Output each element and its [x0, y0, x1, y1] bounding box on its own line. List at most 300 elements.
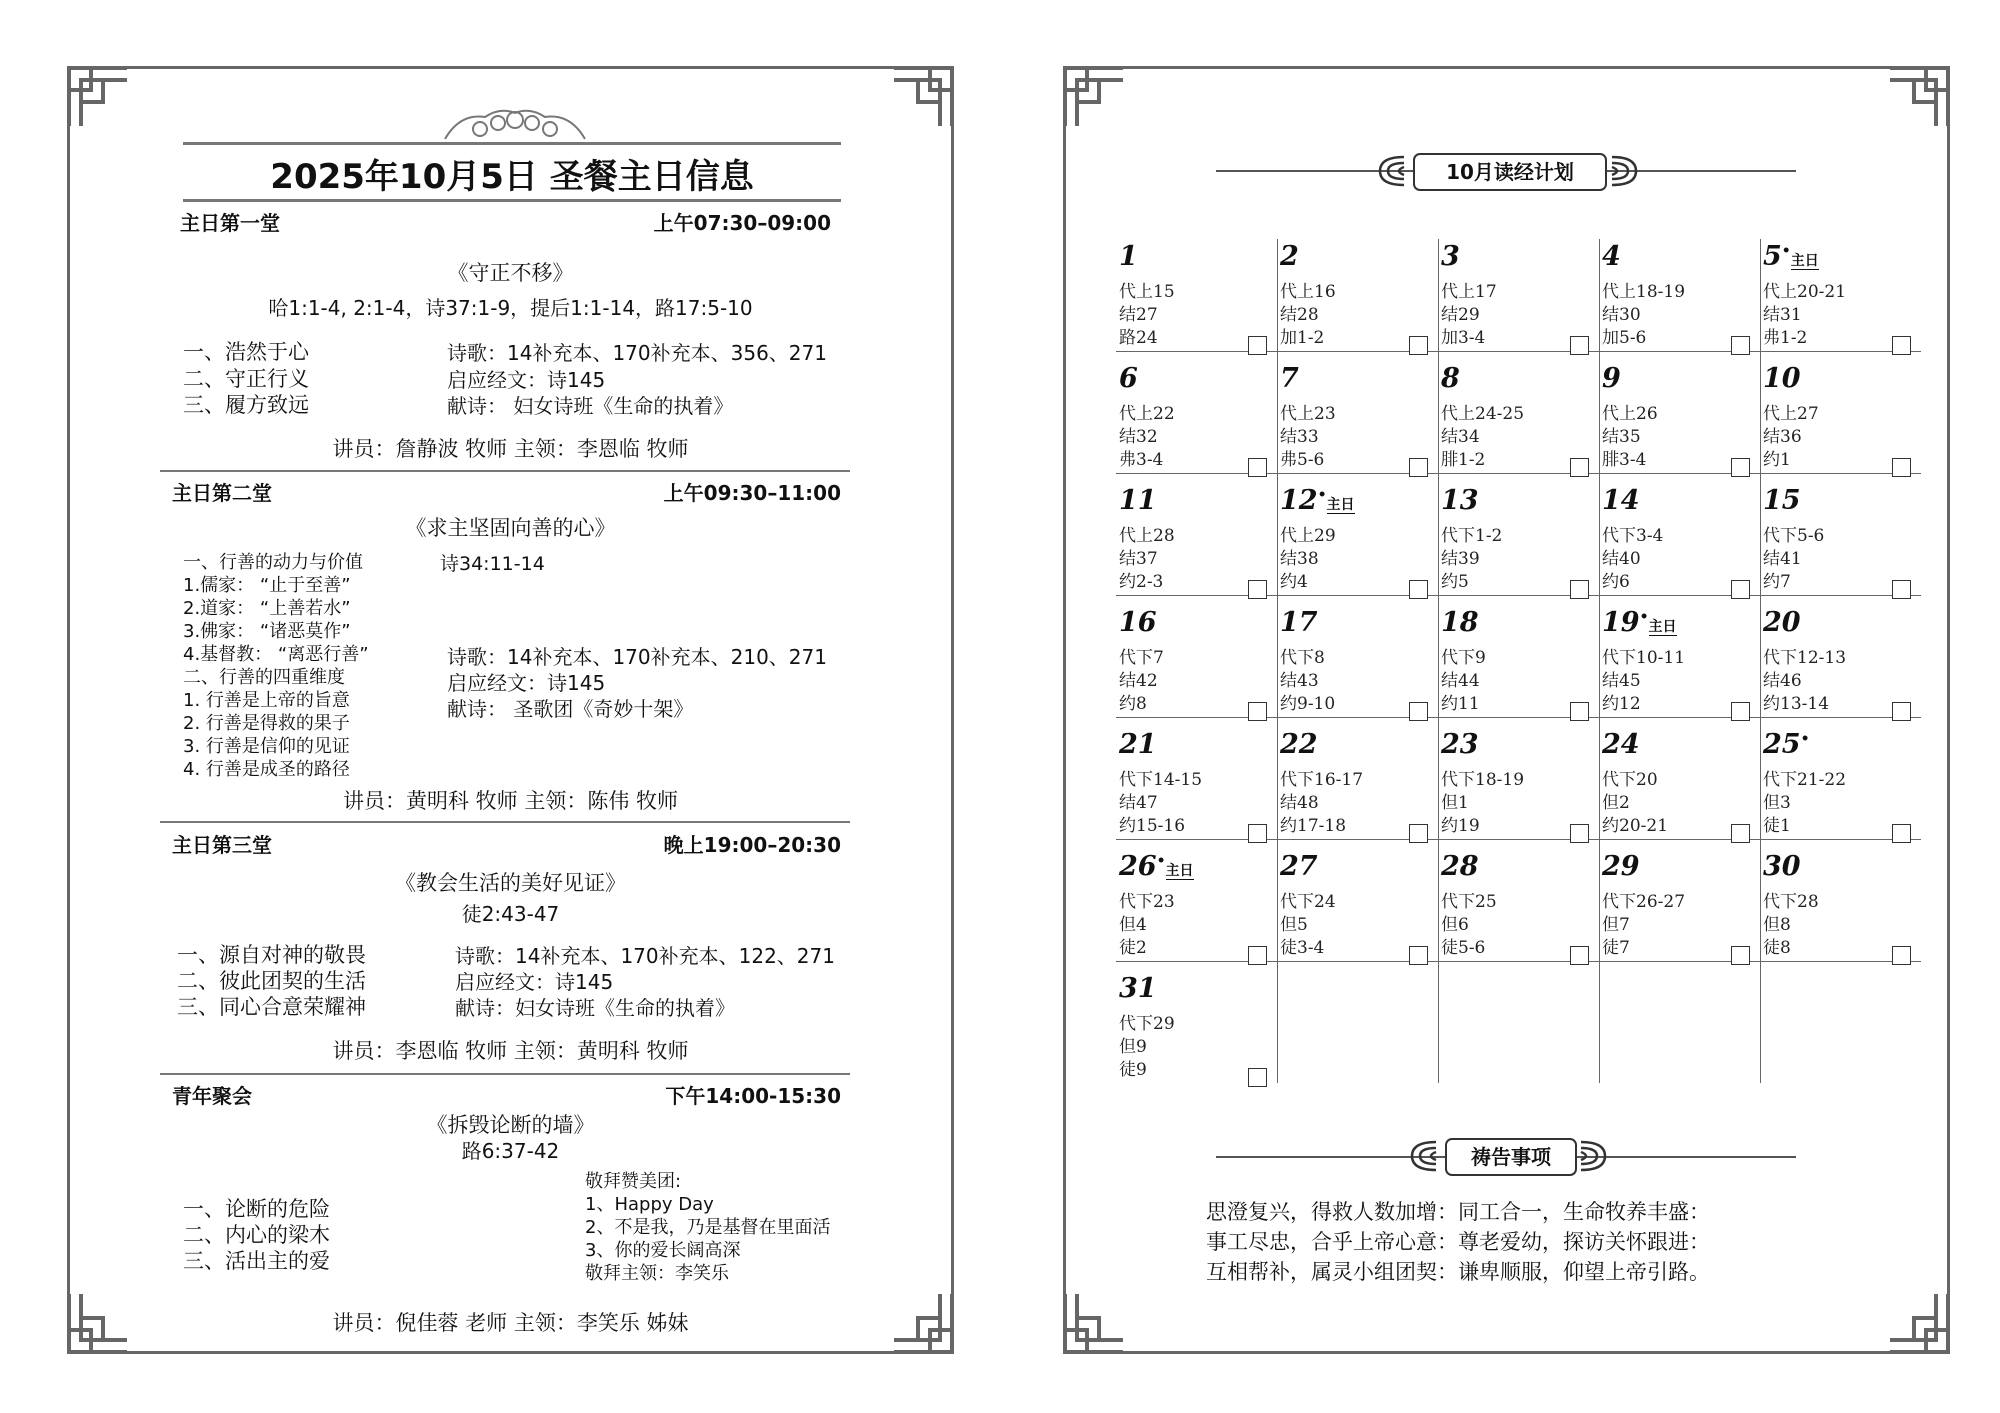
- youth-point: 一、论断的危险: [183, 1197, 330, 1221]
- prayer-line: 事工尽忠，合乎上帝心意：尊老爱幼，探访关怀跟进：: [1206, 1230, 1710, 1254]
- day-number: [1441, 729, 1479, 760]
- reading-checkbox[interactable]: [1248, 702, 1267, 721]
- prayer-header: 祷告事项: [1445, 1138, 1577, 1176]
- service1-name: 主日第一堂: [180, 211, 280, 235]
- reading-checkbox[interactable]: [1248, 1068, 1267, 1087]
- reading-checkbox[interactable]: [1892, 336, 1911, 355]
- calendar-day-cell: [1116, 361, 1277, 483]
- youth-worship-item: 1、Happy Day: [585, 1194, 714, 1215]
- reading-checkbox[interactable]: [1409, 824, 1428, 843]
- calendar-day-cell: [1277, 727, 1438, 849]
- divider: [160, 821, 850, 823]
- day-number: [1119, 363, 1138, 394]
- service2-outline-item: 2.道家： “上善若水”: [183, 598, 351, 619]
- service2-outline-item: 1.儒家： “止于至善”: [183, 575, 351, 596]
- reading-entry: 约6: [1602, 572, 1630, 592]
- sunday-star-icon: •: [1317, 487, 1327, 503]
- reading-entry: 代下24: [1280, 892, 1336, 912]
- day-number: [1119, 851, 1194, 882]
- reading-entry: 结43: [1280, 671, 1319, 691]
- service2-outline-item: 2. 行善是得救的果子: [183, 713, 350, 734]
- youth-sermon-title: 《拆毁论断的墙》: [426, 1113, 595, 1137]
- day-number: [1441, 485, 1479, 516]
- day-number-text: 12: [1280, 485, 1318, 516]
- corner-ornament-icon: [1063, 66, 1125, 128]
- service2-outline-item: 二、行善的四重维度: [183, 667, 345, 688]
- reading-checkbox[interactable]: [1409, 336, 1428, 355]
- page-title: 2025年10月5日 圣餐主日信息: [270, 157, 754, 197]
- reading-entry: 代下16-17: [1280, 770, 1364, 790]
- reading-checkbox[interactable]: [1892, 946, 1911, 965]
- right-page: [1063, 66, 1950, 1354]
- day-number-text: 24: [1602, 729, 1640, 760]
- reading-checkbox[interactable]: [1570, 580, 1589, 599]
- day-number-text: 18: [1441, 607, 1479, 638]
- reading-entry: 代下9: [1441, 648, 1486, 668]
- service3-speaker: 讲员：李恩临 牧师 主领：黄明科 牧师: [332, 1039, 689, 1063]
- day-number-text: 25: [1763, 729, 1801, 760]
- reading-entry: 结27: [1119, 305, 1158, 325]
- reading-entry: 代下29: [1119, 1014, 1175, 1034]
- reading-entry: 腓1-2: [1441, 450, 1486, 470]
- reading-entry: 约2-3: [1119, 572, 1164, 592]
- reading-plan-header: 10月读经计划: [1413, 153, 1607, 191]
- reading-checkbox[interactable]: [1248, 458, 1267, 477]
- day-number: [1280, 363, 1299, 394]
- reading-entry: 代上17: [1441, 282, 1497, 302]
- reading-checkbox[interactable]: [1409, 702, 1428, 721]
- reading-entry: 代上23: [1280, 404, 1336, 424]
- service1-scripture: 哈1:1-4, 2:1-4，诗37:1-9，提后1:1-14，路17:5-10: [268, 296, 753, 320]
- reading-calendar: [1116, 239, 1926, 1089]
- reading-checkbox[interactable]: [1570, 824, 1589, 843]
- service3-point: 三、同心合意荣耀神: [177, 995, 366, 1019]
- reading-entry: 约13-14: [1763, 694, 1830, 714]
- youth-scripture: 路6:37-42: [461, 1139, 560, 1163]
- calendar-day-cell: [1277, 849, 1438, 971]
- reading-entry: 约9-10: [1280, 694, 1336, 714]
- day-number: [1119, 973, 1157, 1004]
- day-number-text: 6: [1119, 363, 1138, 394]
- service2-outline-item: 4.基督教： “离恶行善”: [183, 644, 369, 665]
- reading-entry: 徒2: [1119, 938, 1147, 958]
- service1-point: 二、守正行义: [183, 367, 309, 391]
- reading-entry: 代上18-19: [1602, 282, 1686, 302]
- sunday-label: 主日: [1326, 497, 1355, 513]
- service2-speaker: 讲员：黄明科 牧师 主领：陈伟 牧师: [342, 789, 679, 813]
- reading-entry: 代下21-22: [1763, 770, 1847, 790]
- reading-entry: 约7: [1763, 572, 1791, 592]
- day-number: [1441, 607, 1479, 638]
- reading-entry: 代上22: [1119, 404, 1175, 424]
- youth-speaker: 讲员：倪佳蓉 老师 主领：李笑乐 姊妹: [332, 1311, 689, 1335]
- reading-checkbox[interactable]: [1248, 336, 1267, 355]
- reading-entry: 弗1-2: [1763, 328, 1808, 348]
- reading-entry: 结42: [1119, 671, 1158, 691]
- reading-checkbox[interactable]: [1248, 824, 1267, 843]
- scroll-ornament-icon: [1575, 1138, 1611, 1174]
- day-number-text: 14: [1602, 485, 1640, 516]
- day-number: [1763, 485, 1801, 516]
- day-number: [1441, 241, 1460, 272]
- reading-checkbox[interactable]: [1731, 824, 1750, 843]
- day-number-text: 10: [1763, 363, 1801, 394]
- calendar-day-cell: [1438, 361, 1599, 483]
- reading-entry: 约15-16: [1119, 816, 1186, 836]
- day-number-text: 5: [1763, 241, 1782, 272]
- day-number-text: 4: [1602, 241, 1621, 272]
- reading-entry: 结48: [1280, 793, 1319, 813]
- service3-point: 二、彼此团契的生活: [177, 969, 366, 993]
- day-number: [1441, 363, 1460, 394]
- reading-entry: 结38: [1280, 549, 1319, 569]
- reading-entry: 结30: [1602, 305, 1641, 325]
- corner-ornament-icon: [67, 66, 129, 128]
- reading-entry: 约17-18: [1280, 816, 1347, 836]
- reading-entry: 但6: [1441, 915, 1469, 935]
- service2-outline-item: 一、行善的动力与价值: [183, 552, 363, 573]
- service3-name: 主日第三堂: [172, 833, 272, 857]
- reading-entry: 代下26-27: [1602, 892, 1686, 912]
- day-number-text: 27: [1280, 851, 1318, 882]
- day-number: [1602, 363, 1621, 394]
- reading-entry: 路24: [1119, 328, 1158, 348]
- reading-checkbox[interactable]: [1409, 946, 1428, 965]
- reading-entry: 代下23: [1119, 892, 1175, 912]
- service2-time: 上午09:30–11:00: [663, 481, 841, 505]
- reading-checkbox[interactable]: [1570, 702, 1589, 721]
- day-number: [1280, 241, 1299, 272]
- reading-entry: 代下3-4: [1602, 526, 1664, 546]
- service2-scripture: 诗34:11-14: [440, 553, 545, 575]
- reading-checkbox[interactable]: [1409, 580, 1428, 599]
- service2-hymns: 诗歌：14补充本、170补充本、210、271: [447, 645, 827, 669]
- youth-time: 下午14:00-15:30: [665, 1084, 841, 1108]
- reading-entry: 但2: [1602, 793, 1630, 813]
- day-number-text: 15: [1763, 485, 1801, 516]
- reading-checkbox[interactable]: [1570, 458, 1589, 477]
- calendar-day-cell: [1599, 239, 1760, 361]
- reading-checkbox[interactable]: [1731, 580, 1750, 599]
- prayer-line: 思澄复兴，得救人数加增：同工合一，生命牧养丰盛：: [1206, 1200, 1710, 1224]
- service1-hymns: 诗歌：14补充本、170补充本、356、271: [447, 341, 827, 365]
- day-number-text: 13: [1441, 485, 1479, 516]
- service1-point: 三、履方致远: [183, 393, 309, 417]
- reading-entry: 结44: [1441, 671, 1480, 691]
- calendar-day-cell: [1599, 605, 1760, 727]
- day-number: [1602, 607, 1677, 638]
- reading-checkbox[interactable]: [1892, 580, 1911, 599]
- day-number: [1119, 241, 1138, 272]
- day-number-text: 21: [1119, 729, 1157, 760]
- calendar-day-cell: [1116, 971, 1277, 1093]
- reading-checkbox[interactable]: [1570, 946, 1589, 965]
- youth-name: 青年聚会: [172, 1084, 252, 1108]
- reading-checkbox[interactable]: [1731, 336, 1750, 355]
- day-number: [1280, 729, 1318, 760]
- reading-entry: 代下20: [1602, 770, 1658, 790]
- corner-ornament-icon: [892, 66, 954, 128]
- reading-entry: 徒7: [1602, 938, 1630, 958]
- reading-entry: 代上28: [1119, 526, 1175, 546]
- reading-entry: 代下14-15: [1119, 770, 1203, 790]
- reading-entry: 但4: [1119, 915, 1147, 935]
- calendar-day-cell: [1277, 605, 1438, 727]
- day-number-text: 1: [1119, 241, 1138, 272]
- sunday-star-icon: •: [1156, 853, 1166, 869]
- sunday-star-icon: •: [1639, 609, 1649, 625]
- day-number: [1119, 607, 1157, 638]
- reading-entry: 结29: [1441, 305, 1480, 325]
- day-number: [1763, 851, 1801, 882]
- service3-point: 一、源自对神的敬畏: [177, 943, 366, 967]
- day-number-text: 26: [1119, 851, 1157, 882]
- day-number-text: 23: [1441, 729, 1479, 760]
- service2-outline-item: 4. 行善是成圣的路径: [183, 759, 350, 780]
- reading-entry: 结28: [1280, 305, 1319, 325]
- scroll-ornament-icon: [1406, 1138, 1442, 1174]
- day-number: [1119, 485, 1157, 516]
- day-number: [1280, 851, 1318, 882]
- reading-entry: 代下25: [1441, 892, 1497, 912]
- title-rule-bottom: [183, 199, 841, 202]
- day-number-text: 2: [1280, 241, 1299, 272]
- day-number-text: 20: [1763, 607, 1801, 638]
- calendar-day-cell: [1599, 483, 1760, 605]
- day-number: [1602, 729, 1640, 760]
- service3-sermon-title: 《教会生活的美好见证》: [395, 871, 626, 895]
- calendar-day-cell: [1760, 361, 1921, 483]
- day-number: [1280, 607, 1318, 638]
- day-number-text: 11: [1119, 485, 1157, 516]
- day-number-text: 8: [1441, 363, 1460, 394]
- day-number: [1602, 851, 1640, 882]
- reading-entry: 结33: [1280, 427, 1319, 447]
- reading-checkbox[interactable]: [1570, 336, 1589, 355]
- reading-entry: 代下1-2: [1441, 526, 1503, 546]
- calendar-day-cell: [1760, 849, 1921, 971]
- day-number: [1763, 729, 1810, 760]
- day-number-text: 19: [1602, 607, 1640, 638]
- service2-name: 主日第二堂: [172, 481, 272, 505]
- reading-entry: 加5-6: [1602, 328, 1647, 348]
- calendar-day-cell: [1599, 727, 1760, 849]
- reading-entry: 代下10-11: [1602, 648, 1686, 668]
- reading-checkbox[interactable]: [1892, 702, 1911, 721]
- reading-entry: 徒3-4: [1280, 938, 1325, 958]
- reading-entry: 约19: [1441, 816, 1480, 836]
- reading-entry: 代下7: [1119, 648, 1164, 668]
- reading-entry: 代上27: [1763, 404, 1819, 424]
- corner-ornament-icon: [1888, 1292, 1950, 1354]
- calendar-day-cell: [1438, 605, 1599, 727]
- left-page: [67, 66, 954, 1354]
- day-number-text: 22: [1280, 729, 1318, 760]
- day-number-text: 17: [1280, 607, 1318, 638]
- reading-checkbox[interactable]: [1731, 946, 1750, 965]
- reading-entry: 但5: [1280, 915, 1308, 935]
- reading-entry: 代下12-13: [1763, 648, 1847, 668]
- day-number: [1602, 241, 1621, 272]
- reading-entry: 但3: [1763, 793, 1791, 813]
- service1-offering: 献诗： 妇女诗班《生命的执着》: [447, 394, 734, 418]
- service3-responsive: 启应经文：诗145: [455, 970, 614, 994]
- reading-entry: 代上24-25: [1441, 404, 1525, 424]
- day-number: [1119, 729, 1157, 760]
- youth-worship-item: 3、你的爱长阔高深: [585, 1240, 741, 1261]
- reading-entry: 结37: [1119, 549, 1158, 569]
- reading-checkbox[interactable]: [1248, 580, 1267, 599]
- reading-entry: 结31: [1763, 305, 1802, 325]
- day-number-text: 7: [1280, 363, 1299, 394]
- reading-entry: 结32: [1119, 427, 1158, 447]
- youth-worship-item: 2、不是我，乃是基督在里面活: [585, 1217, 831, 1238]
- reading-entry: 代下28: [1763, 892, 1819, 912]
- service3-time: 晚上19:00–20:30: [663, 833, 841, 857]
- reading-entry: 加3-4: [1441, 328, 1486, 348]
- calendar-day-cell: [1438, 849, 1599, 971]
- reading-entry: 约12: [1602, 694, 1641, 714]
- youth-worship-item: 敬拜主领：李笑乐: [585, 1263, 729, 1284]
- reading-entry: 代上29: [1280, 526, 1336, 546]
- reading-entry: 结45: [1602, 671, 1641, 691]
- reading-entry: 加1-2: [1280, 328, 1325, 348]
- corner-ornament-icon: [1888, 66, 1950, 128]
- reading-checkbox[interactable]: [1248, 946, 1267, 965]
- reading-entry: 约11: [1441, 694, 1480, 714]
- reading-checkbox[interactable]: [1892, 824, 1911, 843]
- service2-sermon-title: 《求主坚固向善的心》: [405, 516, 616, 540]
- service2-outline-item: 3. 行善是信仰的见证: [183, 736, 350, 757]
- reading-checkbox[interactable]: [1409, 458, 1428, 477]
- reading-entry: 徒8: [1763, 938, 1791, 958]
- calendar-day-cell: [1599, 361, 1760, 483]
- sunday-label: 主日: [1648, 619, 1677, 635]
- day-number: [1441, 851, 1479, 882]
- calendar-day-cell: [1438, 727, 1599, 849]
- reading-entry: 结46: [1763, 671, 1802, 691]
- service3-scripture: 徒2:43-47: [461, 902, 560, 926]
- service2-outline-item: 3.佛家： “诸恶莫作”: [183, 621, 351, 642]
- reading-entry: 徒1: [1763, 816, 1791, 836]
- calendar-day-cell: [1760, 605, 1921, 727]
- reading-entry: 结41: [1763, 549, 1802, 569]
- reading-entry: 代上20-21: [1763, 282, 1847, 302]
- reading-entry: 代上15: [1119, 282, 1175, 302]
- reading-entry: 约20-21: [1602, 816, 1669, 836]
- reading-entry: 但9: [1119, 1037, 1147, 1057]
- service3-hymns: 诗歌：14补充本、170补充本、122、271: [455, 944, 835, 968]
- service1-sermon-title: 《守正不移》: [447, 261, 574, 285]
- day-number: [1602, 485, 1640, 516]
- reading-entry: 徒9: [1119, 1060, 1147, 1080]
- day-number: [1280, 485, 1355, 516]
- divider: [160, 470, 850, 472]
- reading-entry: 腓3-4: [1602, 450, 1647, 470]
- reading-entry: 结34: [1441, 427, 1480, 447]
- cloud-ornament-icon: [440, 107, 590, 141]
- day-number: [1763, 607, 1801, 638]
- reading-entry: 弗5-6: [1280, 450, 1325, 470]
- title-rule-top: [183, 142, 841, 145]
- day-number-text: 9: [1602, 363, 1621, 394]
- scroll-ornament-icon: [1606, 153, 1642, 189]
- day-number-text: 30: [1763, 851, 1801, 882]
- calendar-day-cell: [1116, 849, 1277, 971]
- calendar-day-cell: [1277, 483, 1438, 605]
- day-number-text: 31: [1119, 973, 1157, 1004]
- sunday-star-icon: •: [1781, 243, 1791, 259]
- reading-entry: 代上26: [1602, 404, 1658, 424]
- reading-entry: 代上16: [1280, 282, 1336, 302]
- service1-time: 上午07:30–09:00: [653, 211, 831, 235]
- reading-entry: 结39: [1441, 549, 1480, 569]
- reading-checkbox[interactable]: [1892, 458, 1911, 477]
- reading-entry: 弗3-4: [1119, 450, 1164, 470]
- sunday-label: 主日: [1790, 253, 1819, 269]
- calendar-day-cell: [1438, 239, 1599, 361]
- calendar-day-cell: [1760, 483, 1921, 605]
- reading-entry: 结40: [1602, 549, 1641, 569]
- service2-offering: 献诗： 圣歌团《奇妙十架》: [447, 697, 694, 721]
- reading-entry: 约4: [1280, 572, 1308, 592]
- scroll-ornament-icon: [1374, 153, 1410, 189]
- service1-responsive: 启应经文：诗145: [447, 368, 606, 392]
- day-number-text: 16: [1119, 607, 1157, 638]
- day-number-text: 29: [1602, 851, 1640, 882]
- reading-checkbox[interactable]: [1731, 702, 1750, 721]
- divider: [160, 1073, 850, 1075]
- service1-speaker: 讲员：詹静波 牧师 主领：李恩临 牧师: [332, 437, 689, 461]
- reading-entry: 代下8: [1280, 648, 1325, 668]
- service2-responsive: 启应经文：诗145: [447, 671, 606, 695]
- day-number-text: 28: [1441, 851, 1479, 882]
- sunday-label: 主日: [1165, 863, 1194, 879]
- youth-point: 二、内心的梁木: [183, 1223, 330, 1247]
- day-number: [1763, 363, 1801, 394]
- reading-entry: 结35: [1602, 427, 1641, 447]
- calendar-day-cell: [1277, 239, 1438, 361]
- reading-entry: 代下18-19: [1441, 770, 1525, 790]
- calendar-day-cell: [1599, 849, 1760, 971]
- reading-entry: 约5: [1441, 572, 1469, 592]
- service1-point: 一、浩然于心: [183, 340, 309, 364]
- day-number-text: 3: [1441, 241, 1460, 272]
- reading-entry: 徒5-6: [1441, 938, 1486, 958]
- calendar-day-cell: [1116, 239, 1277, 361]
- day-number: [1763, 241, 1819, 272]
- calendar-day-cell: [1116, 727, 1277, 849]
- reading-entry: 约1: [1763, 450, 1791, 470]
- prayer-line: 互相帮补，属灵小组团契：谦卑顺服，仰望上帝引路。: [1206, 1260, 1710, 1284]
- sunday-star-icon: •: [1800, 731, 1810, 747]
- corner-ornament-icon: [1063, 1292, 1125, 1354]
- reading-entry: 结36: [1763, 427, 1802, 447]
- reading-checkbox[interactable]: [1731, 458, 1750, 477]
- calendar-day-cell: [1760, 727, 1921, 849]
- youth-worship-item: 敬拜赞美团:: [585, 1171, 682, 1192]
- reading-entry: 但8: [1763, 915, 1791, 935]
- service2-outline-item: 1. 行善是上帝的旨意: [183, 690, 350, 711]
- calendar-day-cell: [1438, 483, 1599, 605]
- reading-entry: 但7: [1602, 915, 1630, 935]
- reading-entry: 结47: [1119, 793, 1158, 813]
- reading-entry: 代下5-6: [1763, 526, 1825, 546]
- reading-entry: 但1: [1441, 793, 1469, 813]
- service3-offering: 献诗：妇女诗班《生命的执着》: [455, 996, 735, 1020]
- youth-point: 三、活出主的爱: [183, 1249, 330, 1273]
- calendar-day-cell: [1277, 361, 1438, 483]
